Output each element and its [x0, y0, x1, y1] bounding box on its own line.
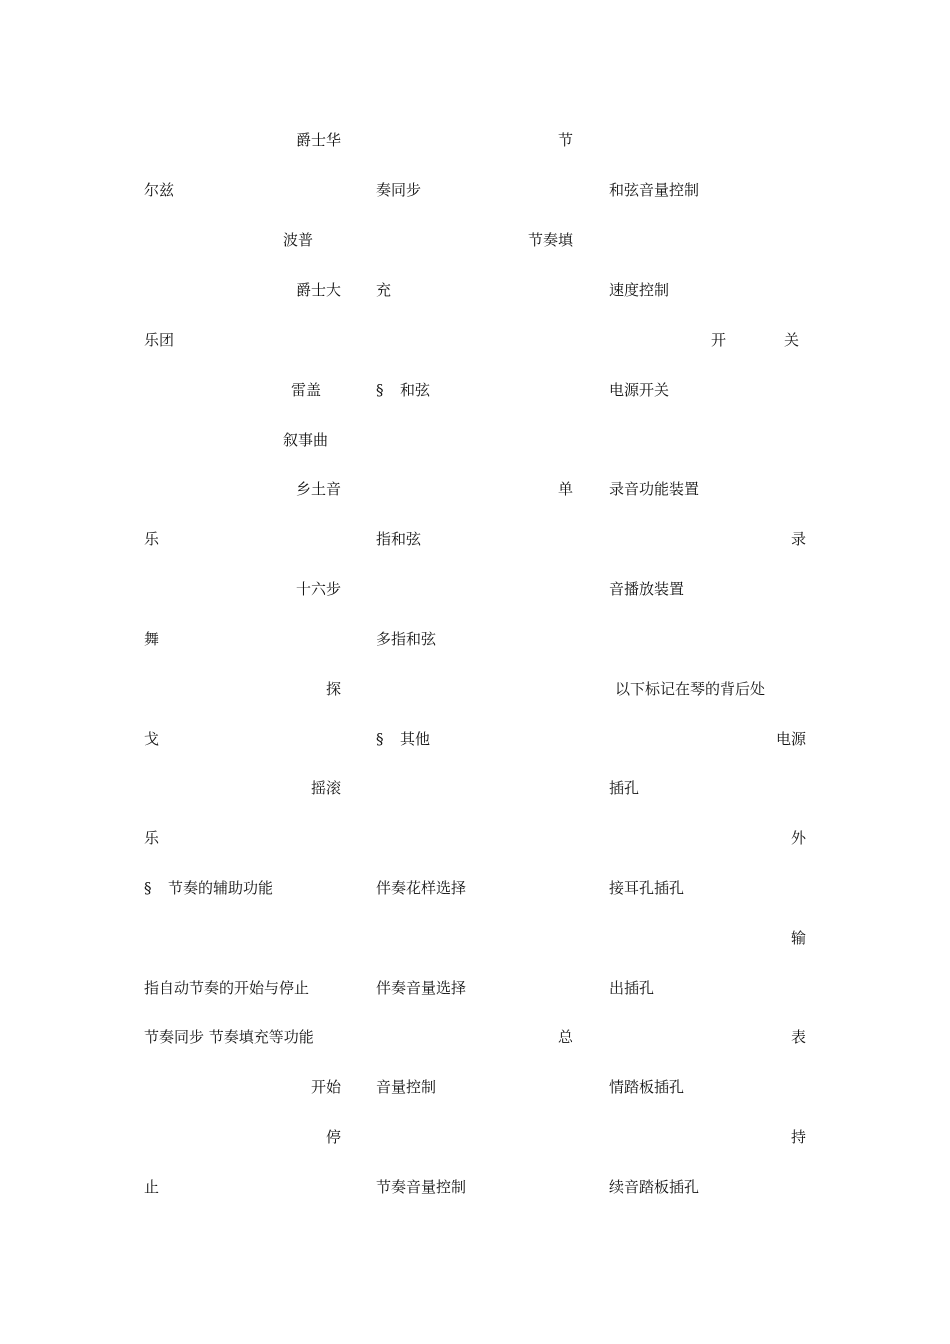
- col3-line: 续音踏板插孔: [609, 1178, 700, 1196]
- col2-line: 奏同步: [376, 181, 422, 199]
- col1-line: 爵士大: [295, 281, 341, 299]
- col3-line: 持: [790, 1128, 806, 1146]
- col1-line: 波普: [283, 231, 314, 249]
- col3-line: 电源: [775, 730, 806, 748]
- col1-line: 雷盖: [291, 381, 322, 399]
- col1-line: 爵士华: [295, 131, 341, 149]
- col3-line: 音播放装置: [609, 580, 685, 598]
- col3-line: 开: [711, 331, 727, 349]
- col2-line: 节: [557, 131, 573, 149]
- col1-line: 乐: [144, 530, 160, 548]
- col1-line: 十六步: [295, 580, 341, 598]
- col3-line: 出插孔: [609, 979, 655, 997]
- section-mark: §: [376, 381, 384, 399]
- section-heading: 和弦: [400, 381, 431, 399]
- col3-line: 关: [783, 331, 799, 349]
- col1-line: 节奏同步 节奏填充等功能: [144, 1028, 314, 1046]
- col3-line: 录: [790, 530, 806, 548]
- col2-line: 音量控制: [376, 1078, 437, 1096]
- section-heading: 节奏的辅助功能: [168, 879, 274, 897]
- col2-line: 单: [557, 480, 573, 498]
- col2-line: 充: [376, 281, 392, 299]
- col2-line: 多指和弦: [376, 630, 437, 648]
- col1-line: 叙事曲: [283, 431, 329, 449]
- col1-line: 止: [144, 1178, 160, 1196]
- col2-line: 节奏填: [527, 231, 573, 249]
- col1-line: 开始: [310, 1078, 341, 1096]
- section-heading: 其他: [400, 730, 431, 748]
- col3-line: 和弦音量控制: [609, 181, 700, 199]
- col1-line: 乐: [144, 829, 160, 847]
- col2-line: 伴奏音量选择: [376, 979, 467, 997]
- col3-line: 录音功能装置: [609, 480, 700, 498]
- col3-line: 以下标记在琴的背后处: [615, 680, 766, 698]
- col3-line: 表: [790, 1028, 806, 1046]
- col1-line: 乐团: [144, 331, 175, 349]
- col3-line: 插孔: [609, 779, 640, 797]
- col2-line: 伴奏花样选择: [376, 879, 467, 897]
- section-mark: §: [376, 730, 384, 748]
- col1-line: 停: [325, 1128, 341, 1146]
- col3-line: 外: [790, 829, 806, 847]
- col1-line: 摇滚: [310, 779, 341, 797]
- col2-line: 指和弦: [376, 530, 422, 548]
- col1-line: 乡土音: [295, 480, 341, 498]
- col1-line: 尔兹: [144, 181, 175, 199]
- col3-line: 情踏板插孔: [609, 1078, 685, 1096]
- col2-line: 总: [557, 1028, 573, 1046]
- col3-line: 输: [790, 929, 806, 947]
- col3-line: 电源开关: [609, 381, 670, 399]
- col3-line: 速度控制: [609, 281, 670, 299]
- section-mark: §: [144, 879, 152, 897]
- col1-line: 戈: [144, 730, 160, 748]
- col1-line: 舞: [144, 630, 160, 648]
- col1-line: 指自动节奏的开始与停止: [144, 979, 310, 997]
- col2-line: 节奏音量控制: [376, 1178, 467, 1196]
- col3-line: 接耳孔插孔: [609, 879, 685, 897]
- col1-line: 探: [325, 680, 341, 698]
